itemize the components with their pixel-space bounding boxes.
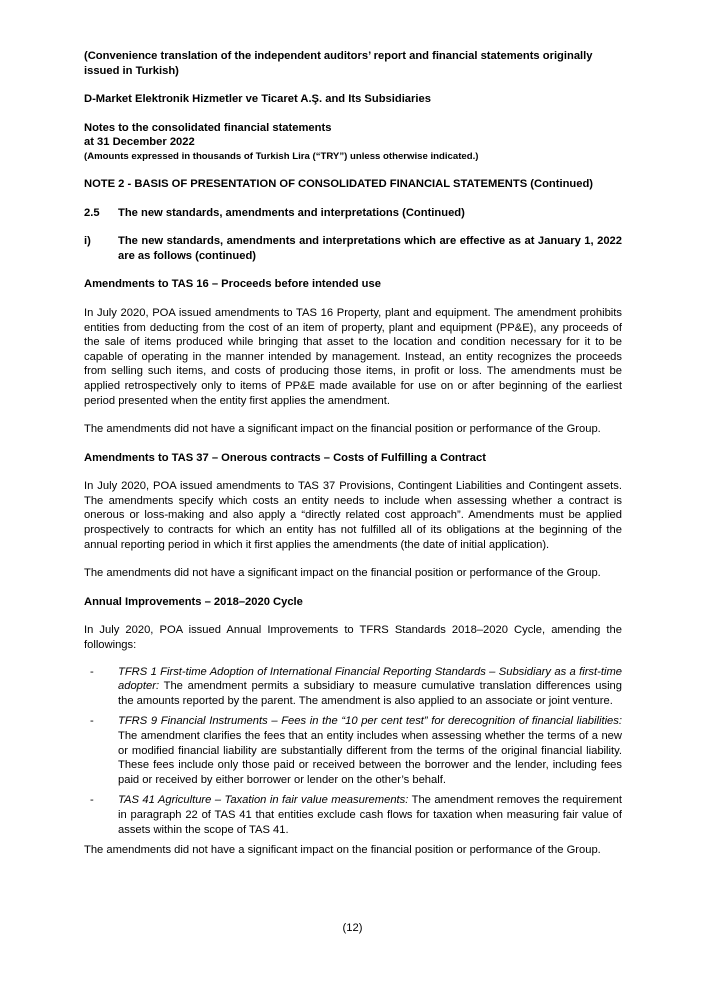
list-dash: - (90, 715, 94, 728)
tas16-title: Amendments to TAS 16 – Proceeds before intended use (84, 278, 381, 291)
list-item-text: The amendment removes the requirement in paragraph 22 of TAS 41 that entities exclude cash flows for taxation when measuring fair value of assets within the scope of TAS 41. (118, 794, 622, 836)
list-item-standard: TFRS 9 Financial Instruments – Fees in the “10 per cent test” for derecognition of financial liabilities: (118, 715, 622, 728)
list-item (84, 665, 622, 709)
list-dash: - (90, 665, 94, 678)
tas16-paragraph: In July 2020, POA issued amendments to TAS 16 Property, plant and equipment. The amendment prohibits entities from deducting from the cost of an item of property, plant and equipment (PP&E), any proceeds of the sale of items produced while bringing that asset to the location and condition necessary for it to be capable of operating in the manner intended by management. Instead, an entity recognizes the proceeds from selling such items, and costs of producing those items, in profit or loss. The amendments must be applied retrospectively only to items of PP&E made available for use on or after beginning of the earliest period presented when the entity first applies the amendment. (84, 306, 622, 407)
note-title: NOTE 2 - BASIS OF PRESENTATION OF CONSOLIDATED FINANCIAL STATEMENTS (Continued) (84, 177, 594, 190)
convenience-translation-note: (Convenience translation of the independent auditors’ report and financial statements originally issued in Turkish) (84, 50, 593, 77)
subsection-number: 2.5 (84, 206, 100, 219)
annual-improvements-intro: In July 2020, POA issued Annual Improvements to TFRS Standards 2018–2020 Cycle, amending the followings: (84, 624, 622, 652)
subsection-heading (84, 206, 622, 221)
page-number: (12) (342, 922, 363, 934)
tas16-impact: The amendments did not have a significant impact on the financial position or performance of the Group. (84, 423, 601, 436)
list-item (84, 793, 622, 837)
report-date: at 31 December 2022 (84, 136, 195, 149)
list-item (84, 714, 622, 787)
list-item-text: The amendment permits a subsidiary to measure cumulative translation differences using the amounts reported by the parent. The amendment is also applied to an associate or joint venture. (118, 680, 622, 707)
tas37-paragraph: In July 2020, POA issued amendments to TAS 37 Provisions, Contingent Liabilities and Contingent assets. The amendments specify which costs an entity needs to include when assessing whether a contract is onerous or loss-making and also apply a “directly related cost approach”. Amendments must be applied prospectively to contracts for which an entity has not fulfilled all of its obligations at the beginning of the annual reporting period in which it first applies the amendments (the date of initial application). (84, 480, 622, 551)
annual-improvements-impact: The amendments did not have a significant impact on the financial position or performance of the Group. (84, 844, 601, 857)
tas37-impact: The amendments did not have a significant impact on the financial position or performance of the Group. (84, 567, 601, 580)
item-title: The new standards, amendments and interpretations which are effective as at January 1, 2022 are as follows (continued) (118, 235, 622, 262)
list-dash: - (90, 794, 94, 807)
item-heading (84, 234, 622, 263)
item-number: i) (84, 235, 91, 248)
amounts-note: (Amounts expressed in thousands of Turkish Lira (“TRY”) unless otherwise indicated.) (84, 150, 479, 162)
subsection-title: The new standards, amendments and interpretations (Continued) (118, 206, 465, 219)
list-item-text: The amendment clarifies the fees that an entity includes when assessing whether the terms of a new or modified financial liability are substantially different from the terms of the original financial liability. These fees include only those paid or received between the borrower and the lender, including fees paid or received by either borrower or lender on the other’s behalf. (118, 730, 622, 786)
list-item-standard: TFRS 1 First-time Adoption of International Financial Reporting Standards – Subsidiary as a first-time adopter: (118, 665, 622, 693)
document-page (84, 49, 622, 858)
list-item-standard: TAS 41 Agriculture – Taxation in fair value measurements: (118, 794, 409, 807)
company-name: D-Market Elektronik Hizmetler ve Ticaret A.Ş. and Its Subsidiaries (84, 93, 431, 106)
notes-title: Notes to the consolidated financial statements (84, 121, 332, 134)
annual-improvements-title: Annual Improvements – 2018–2020 Cycle (84, 595, 303, 608)
amendments-list (84, 665, 622, 838)
tas37-title: Amendments to TAS 37 – Onerous contracts – Costs of Fulfilling a Contract (84, 451, 486, 464)
